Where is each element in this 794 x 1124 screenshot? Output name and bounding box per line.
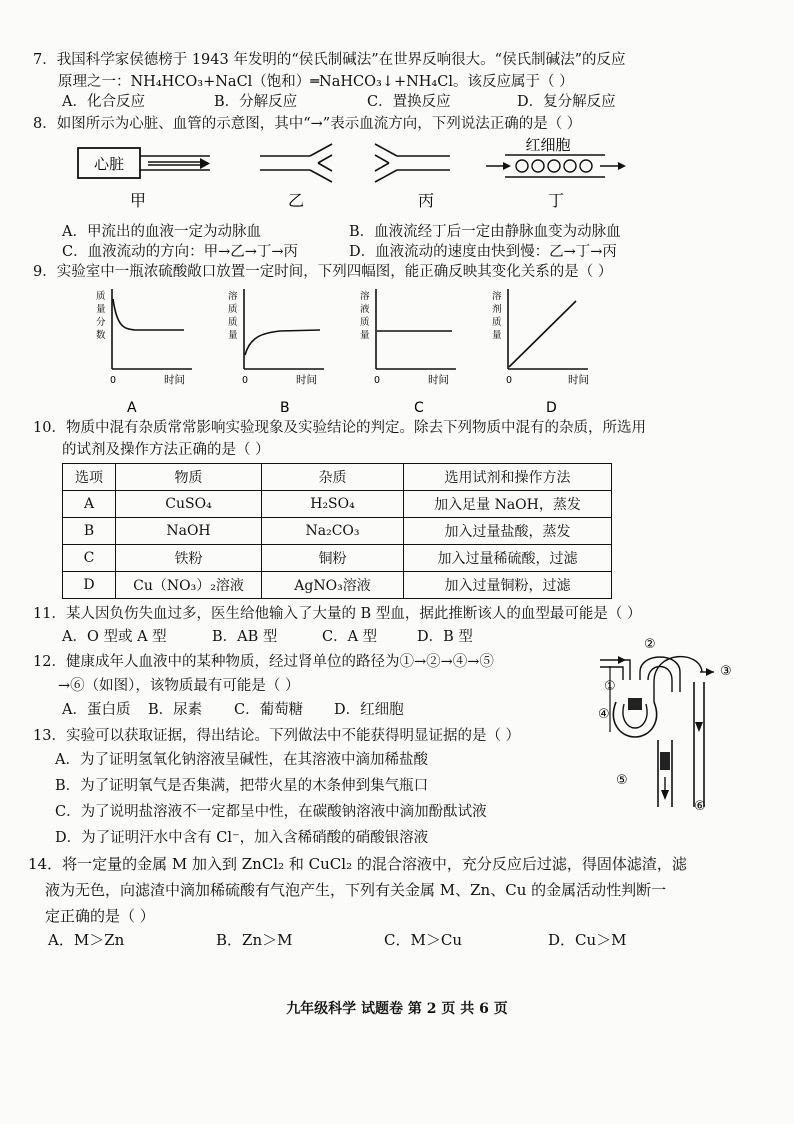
graph-c	[360, 289, 456, 416]
q7-option-c[interactable]: C．置换反应	[367, 94, 451, 110]
arrow-icon	[661, 790, 669, 800]
graph-a	[96, 289, 192, 416]
table-row[interactable]: B NaOH Na₂CO₃ 加入过量盐酸，蒸发	[63, 518, 612, 545]
graph-a-ylabel-1: 质	[96, 291, 106, 302]
q11-option-b[interactable]: B．AB 型	[212, 629, 278, 645]
q8-option-a[interactable]: A．甲流出的血液一定为动脉血	[62, 224, 261, 240]
arrow-icon	[706, 668, 714, 676]
q7-stem-line2: 原理之一：NH₄HCO₃+NaCl（饱和）═NaHCO₃↓+NH₄Cl。该反应属于（ ）	[58, 74, 574, 90]
graph-d-letter[interactable]: D	[546, 400, 557, 416]
q14-stem-line3: 定正确的是（ ）	[45, 907, 155, 925]
svg-text:溶: 溶	[492, 291, 502, 302]
svg-text:0: 0	[110, 375, 117, 386]
q8-option-b[interactable]: B．血液流经丁后一定由静脉血变为动脉血	[349, 224, 621, 240]
rbc-icon	[548, 160, 560, 172]
svg-text:量: 量	[360, 330, 370, 341]
svg-text:0: 0	[242, 375, 249, 386]
col-header: 选项	[63, 464, 116, 491]
svg-text:量: 量	[492, 330, 502, 341]
q7-stem-line1: 7．我国科学家侯德榜于 1943 年发明的“侯氏制碱法”在世界反响很大。“侯氏制碱法”的反应	[33, 52, 626, 68]
table-row[interactable]: A CuSO₄ H₂SO₄ 加入足量 NaOH，蒸发	[63, 491, 612, 518]
fig-num-2: ②	[644, 637, 656, 652]
arrow-icon	[618, 162, 626, 170]
q12-option-c[interactable]: C．葡萄糖	[234, 702, 304, 718]
rbc-icon	[580, 160, 592, 172]
fig-num-1: ①	[604, 679, 616, 694]
fig-label-ding: 丁	[548, 191, 565, 210]
q13-option-b[interactable]: B．为了证明氧气是否集满，把带火星的木条伸到集气瓶口	[55, 778, 429, 794]
q12-stem-line1: 12．健康成年人血液中的某种物质，经过肾单位的路径为①→②→④→⑤	[33, 654, 494, 670]
svg-text:时间: 时间	[164, 374, 185, 386]
svg-text:0: 0	[506, 375, 513, 386]
q11-stem: 11．某人因负伤失血过多，医生给他输入了大量的 B 型血，据此推断该人的血型最可能是（ ）	[33, 606, 642, 622]
q12-option-b[interactable]: B．尿素	[148, 702, 203, 718]
graph-d-line	[509, 301, 576, 367]
svg-text:溶: 溶	[360, 291, 370, 302]
page-footer: 九年级科学 试题卷 第 2 页 共 6 页	[286, 1001, 508, 1017]
svg-text:分: 分	[96, 317, 106, 328]
q7-option-a[interactable]: A．化合反应	[62, 94, 145, 110]
arrow-icon	[503, 162, 511, 170]
arrow-icon	[695, 722, 703, 732]
svg-text:量: 量	[96, 304, 106, 315]
fig-num-6: ⑥	[694, 799, 706, 812]
q7-option-b[interactable]: B．分解反应	[214, 94, 298, 110]
col-header: 选用试剂和操作方法	[404, 464, 612, 491]
svg-text:溶: 溶	[228, 291, 238, 302]
rbc-icon	[532, 160, 544, 172]
heart-label: 心脏	[93, 155, 125, 173]
q11-option-a[interactable]: A．O 型或 A 型	[62, 629, 167, 645]
arrow-icon	[200, 158, 210, 169]
arrow-icon	[618, 656, 626, 664]
q14-stem-line1: 14．将一定量的金属 M 加入到 ZnCl₂ 和 CuCl₂ 的混合溶液中，充分反应后过滤，得固体滤渣，滤	[28, 855, 687, 873]
q8-heart-vessel-figure	[70, 136, 670, 220]
graph-d	[492, 289, 589, 416]
q9-graphs	[80, 285, 640, 417]
q14-option-b[interactable]: B．Zn＞M	[216, 931, 293, 949]
graph-b	[228, 289, 324, 416]
svg-text:时间: 时间	[296, 374, 317, 386]
svg-text:质: 质	[228, 304, 238, 315]
q13-stem: 13．实验可以获取证据，得出结论。下列做法中不能获得明显证据的是（ ）	[33, 728, 521, 744]
fig-label-bing: 丙	[418, 191, 435, 210]
fig-num-4: ④	[598, 707, 610, 722]
q14-option-a[interactable]: A．M＞Zn	[48, 931, 125, 949]
fig-num-5: ⑤	[616, 773, 628, 788]
q14-stem-line2: 液为无色，向滤渣中滴加稀硫酸有气泡产生，下列有关金属 M、Zn、Cu 的金属活动性判断一	[45, 881, 667, 899]
nephron-figure	[590, 632, 740, 812]
col-header: 物质	[116, 464, 262, 491]
q8-stem: 8．如图所示为心脏、血管的示意图，其中“→”表示血流方向，下列说法正确的是（ ）	[33, 116, 582, 132]
svg-text:质: 质	[492, 317, 502, 328]
graph-b-curve	[245, 330, 320, 355]
q10-stem-line2: 的试剂及操作方法正确的是（ ）	[62, 442, 270, 458]
q11-option-c[interactable]: C．A 型	[322, 629, 378, 645]
q10-table	[62, 463, 612, 599]
q7-option-d[interactable]: D．复分解反应	[517, 94, 616, 110]
q14-option-d[interactable]: D．Cu＞M	[548, 931, 627, 949]
svg-text:质: 质	[228, 317, 238, 328]
svg-text:质: 质	[360, 317, 370, 328]
table-row[interactable]: D Cu（NO₃）₂溶液 AgNO₃溶液 加入过量铜粉，过滤	[63, 572, 612, 599]
table-row[interactable]: C 铁粉 铜粉 加入过量稀硫酸，过滤	[63, 545, 612, 572]
svg-text:液: 液	[360, 304, 370, 315]
graph-a-letter[interactable]: A	[127, 400, 137, 416]
q12-option-d[interactable]: D．红细胞	[334, 702, 404, 718]
graph-c-letter[interactable]: C	[414, 400, 424, 416]
rbc-icon	[516, 160, 528, 172]
q12-stem-line2: →⑥（如图），该物质最有可能是（ ）	[58, 678, 300, 694]
q13-option-a[interactable]: A．为了证明氢氧化钠溶液呈碱性，在其溶液中滴加稀盐酸	[55, 752, 428, 768]
rbc-icon	[564, 160, 576, 172]
fig-label-yi: 乙	[288, 191, 305, 210]
q11-option-d[interactable]: D．B 型	[417, 629, 473, 645]
table-header-row	[63, 464, 612, 491]
svg-text:数: 数	[96, 330, 106, 341]
q8-option-c[interactable]: C．血液流动的方向：甲→乙→丁→丙	[62, 244, 299, 260]
q9-stem: 9．实验室中一瓶浓硫酸敞口放置一定时间，下列四幅图，能正确反映其变化关系的是（ ）	[33, 264, 613, 280]
svg-text:时间: 时间	[568, 374, 589, 386]
svg-text:剂: 剂	[492, 304, 502, 315]
glomerulus	[628, 698, 642, 710]
graph-a-curve	[113, 299, 184, 330]
q13-option-c[interactable]: C．为了说明盐溶液不一定都呈中性，在碳酸钠溶液中滴加酚酞试液	[55, 804, 487, 820]
q10-stem-line1: 10．物质中混有杂质常常影响实验现象及实验结论的判定。除去下列物质中混有的杂质，所选用	[33, 420, 646, 436]
rbc-label: 红细胞	[525, 136, 571, 154]
fig-num-3: ③	[720, 664, 732, 679]
svg-text:0: 0	[374, 375, 381, 386]
q13-option-d[interactable]: D．为了证明汗水中含有 Cl⁻，加入含稀硝酸的硝酸银溶液	[55, 830, 429, 846]
svg-text:时间: 时间	[428, 374, 449, 386]
q8-option-d[interactable]: D．血液流动的速度由快到慢：乙→丁→丙	[349, 244, 617, 260]
q14-option-c[interactable]: C．M＞Cu	[384, 931, 462, 949]
graph-b-letter[interactable]: B	[280, 400, 290, 416]
tubule-segment	[660, 752, 670, 770]
q12-option-a[interactable]: A．蛋白质	[62, 702, 131, 718]
col-header: 杂质	[262, 464, 404, 491]
fig-label-jia: 甲	[130, 191, 147, 210]
svg-text:量: 量	[228, 330, 238, 341]
